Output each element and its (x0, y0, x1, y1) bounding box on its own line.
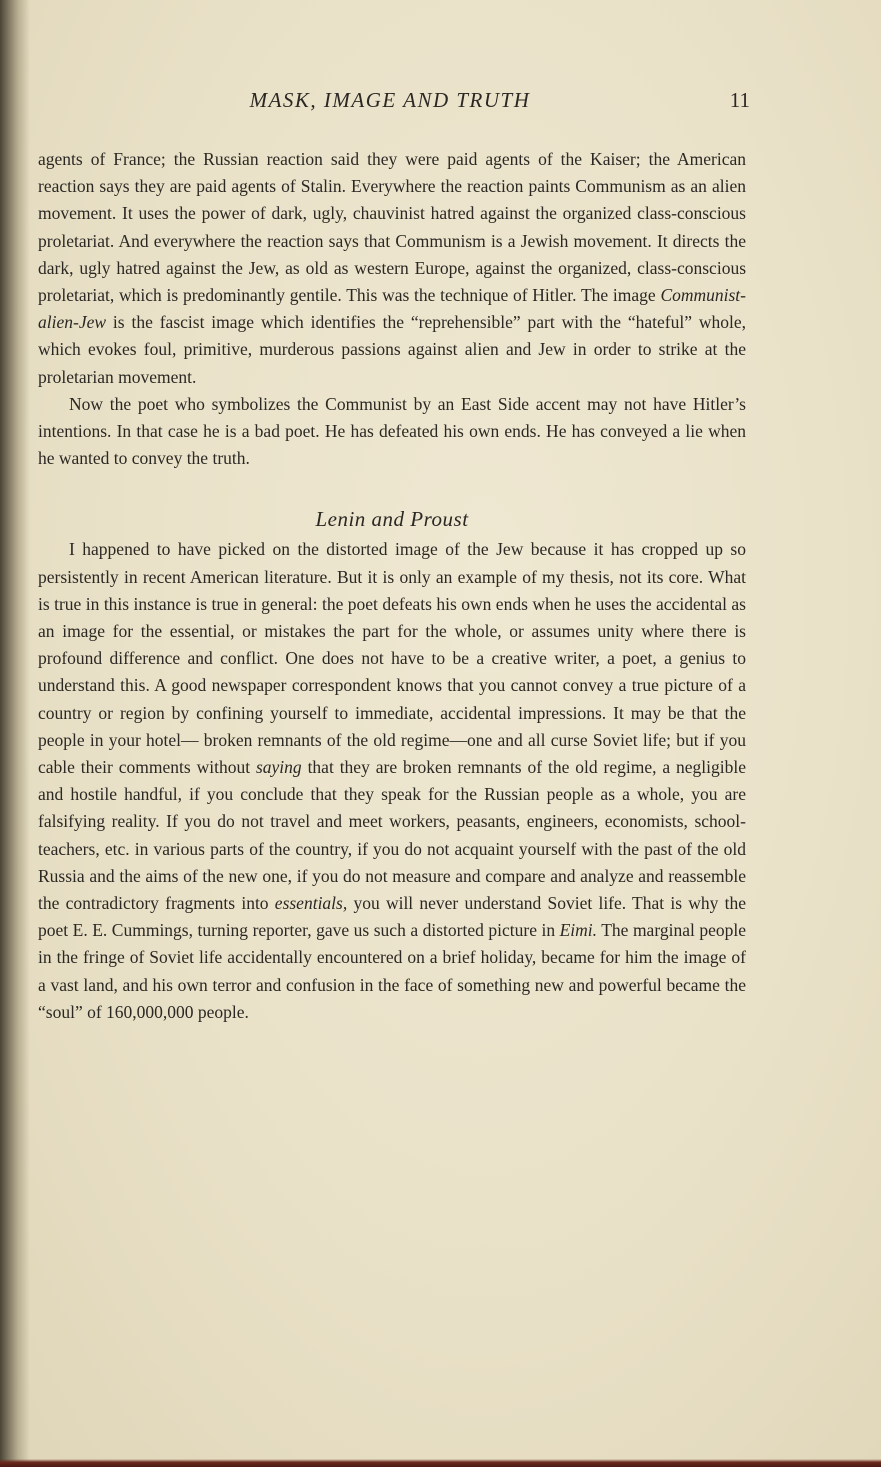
paragraph-3-text-b: that they are broken remnants of the old regime, a negligible and hostile handful, if you conclude that they speak for the Russian people as a whole, you are falsifying reality. If you do not travel and meet workers, peasants, engineers, economists, school-teachers, etc. in various parts of the country, if you do not acquaint yourself with the past of the old Russia and the aims of the new one, if you do not measure and compare and analyze and reassemble the contradictory fragments into (38, 757, 746, 914)
paragraph-1 (38, 146, 746, 391)
paragraph-3-text-d: The marginal people in the fringe of Soviet life accidentally encountered on a brief holiday, became for him the image of a vast land, and his own terror and confusion in the face of something new and powerful became the “soul” of 160,000,000 people. (38, 920, 746, 1022)
page-bottom-edge (0, 1459, 881, 1467)
page-gutter-shadow (0, 0, 30, 1467)
paragraph-3-text-a: I happened to have picked on the distorted image of the Jew because it has cropped up so persistently in recent American literature. But it is only an example of my thesis, not its core. What is true in this instance is true in general: the poet defeats his own ends when he uses the accidental as an image for the essential, or mistakes the part for the whole, or assumes unity where there is profound difference and conflict. One does not have to be a creative writer, a poet, a genius to understand this. A good newspaper correspondent knows that you cannot convey a true picture of a country or region by confining yourself to immediate, accidental impressions. It may be that the people in your hotel— broken remnants of the old regime—one and all curse Soviet life; but if you cable their comments without (38, 539, 746, 778)
paragraph-1-text-b: is the fascist image which identifies the “reprehensible” part with the “hateful” whole, which evokes foul, primitive, murderous passions against alien and Jew in order to strike at the proletarian movement. (38, 312, 746, 387)
running-title: MASK, IMAGE AND TRUTH (249, 88, 531, 112)
paragraph-3-italic-2: essentials, (274, 893, 348, 914)
paragraph-1-text-a: agents of France; the Russian reaction said they were paid agents of the Kaiser; the American reaction says they are paid agents of Stalin. Everywhere the reaction paints Communism as an alien movement. It uses the power of dark, ugly, chauvinist hatred against the organized class-conscious proletariat. And everywhere the reaction says that Communism is a Jewish movement. It directs the dark, ugly hatred against the Jew, as old as western Europe, against the organized, class-conscious proletariat, which is predominantly gentile. This was the technique of Hitler. The image (38, 149, 746, 306)
paragraph-3 (38, 536, 746, 1026)
paragraph-2: Now the poet who symbolizes the Communist by an East Side accent may not have Hitler’s intentions. In that case he is a bad poet. He has defeated his own ends. He has conveyed a lie when he wanted to convey the truth. (38, 393, 746, 469)
text-block (38, 146, 746, 1026)
running-head (200, 88, 750, 120)
paragraph-3-italic-3: Eimi. (559, 920, 598, 941)
paragraph-3-italic-1: saying (255, 757, 302, 778)
paragraph-1-italic: Communist-alien-Jew (38, 285, 746, 333)
page-number: 11 (729, 88, 750, 112)
section-heading: Lenin and Proust (315, 507, 469, 532)
paragraph-3-text-c: you will never understand Soviet life. That is why the poet E. E. Cummings, turning reporter, gave us such a distorted picture in (38, 893, 747, 941)
